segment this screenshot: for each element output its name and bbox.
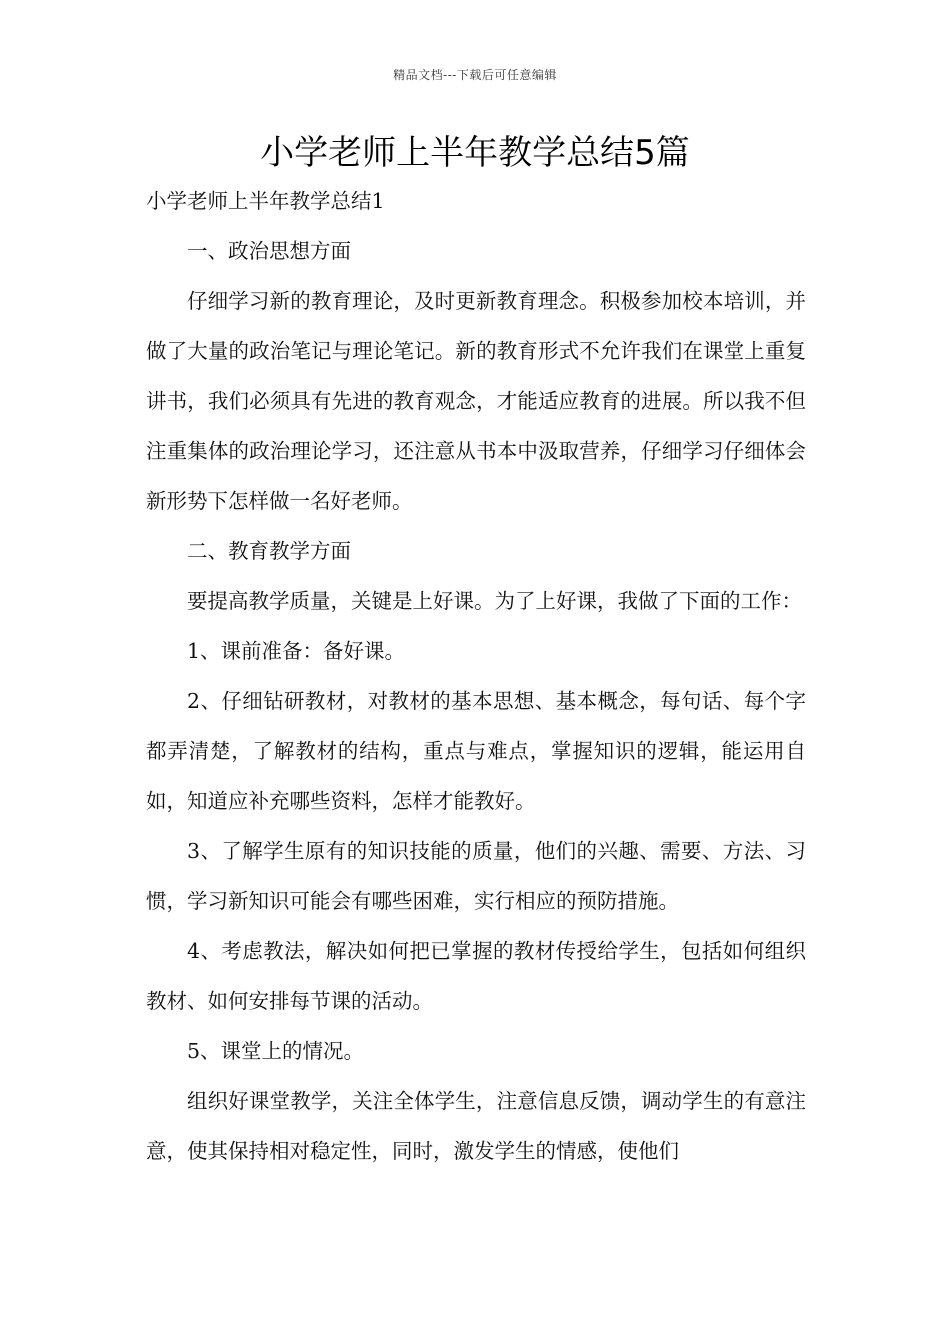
document-body — [146, 176, 806, 1176]
list-item: 2、仔细钻研教材，对教材的基本思想、基本概念，每句话、每个字都弄清楚，了解教材的结构，重点与难点，掌握知识的逻辑，能运用自如，知道应补充哪些资料，怎样才能教好。 — [146, 689, 806, 813]
paragraph: 组织好课堂教学，关注全体学生，注意信息反馈，调动学生的有意注意，使其保持相对稳定性，同时，激发学生的情感，使他们 — [146, 1089, 806, 1163]
section-heading-politics: 一、政治思想方面 — [187, 239, 351, 263]
section-heading-teaching: 二、教育教学方面 — [187, 539, 351, 563]
list-item: 5、课堂上的情况。 — [187, 1039, 365, 1063]
list-item: 4、考虑教法，解决如何把已掌握的教材传授给学生，包括如何组织教材、如何安排每节课的活动。 — [146, 939, 806, 1013]
header-note: 精品文档---下载后可任意编辑 — [393, 68, 557, 82]
section-subtitle: 小学老师上半年教学总结1 — [146, 189, 385, 213]
paragraph: 要提高教学质量，关键是上好课。为了上好课，我做了下面的工作： — [187, 589, 802, 613]
document-title: 小学老师上半年教学总结5篇 — [260, 133, 690, 173]
list-item: 3、了解学生原有的知识技能的质量，他们的兴趣、需要、方法、习惯，学习新知识可能会有哪些困难，实行相应的预防措施。 — [146, 839, 806, 913]
list-item: 1、课前准备：备好课。 — [187, 639, 406, 663]
paragraph: 仔细学习新的教育理论，及时更新教育理念。积极参加校本培训，并做了大量的政治笔记与理论笔记。新的教育形式不允许我们在课堂上重复讲书，我们必须具有先进的教育观念，才能适应教育的进展。所以我不但注重集体的政治理论学习，还注意从书本中汲取营养，仔细学习仔细体会新形势下怎样做一名好老师。 — [146, 289, 806, 513]
